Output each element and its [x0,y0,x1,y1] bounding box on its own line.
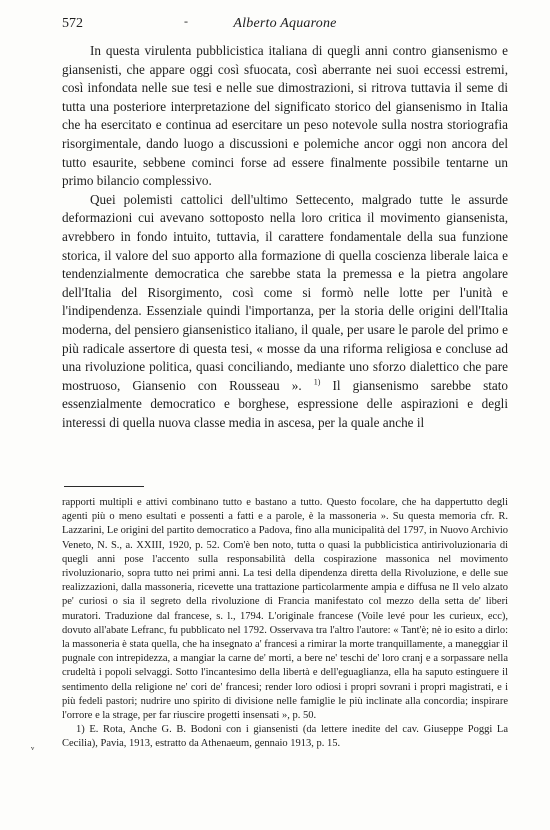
footnote-separator-rule [64,486,144,487]
paragraph-text-continued: Il giansenismo sarebbe stato essenzialmente democratico e borghese, espressione delle aspirazioni e degli interessi di quella nuova classe media in ascesa, per la quale anche il [62,377,508,430]
footnotes [62,496,508,752]
paragraph: In questa virulenta pubblicistica italiana di quegli anni contro giansenismo e giansenisti, che appare oggi così sfuocata, così aberrante nei suoi eccessi estremi, così infondata nelle sue tesi e nelle sue dimostrazioni, si ritrova tuttavia il seme di tutta una posteriore interpretazione del significato storico del giansenismo in Italia che ha esercitato e continua ad esercitare un peso notevole sulla nostra storiografia risorgimentale, dando luogo a discussioni e polemiche ancor oggi non ancora del tutto esaurite, sebbene cominci forse ad essere finalmente possibile tentarne un primo bilancio complessivo. [62,43,508,189]
paragraph [62,191,508,433]
header-separator: - [184,14,188,28]
footnote-continuation: rapporti multipli e attivi combinano tutto e bastano a tutto. Questo focolare, che ha dappertutto degli agenti più o meno esultati e possenti a fatti e a parole, è la massoneria ». Su questa memoria cfr. R. Lazzarini, Le origini del partito democratico a Padova, fino alla municipalità del 1797, in Nuovo Archivio Veneto, N. S., a. XXIII, 1920, p. 52. Com'è ben noto, tutta o quasi la pubblicistica antirivoluzionaria di quegli anni pose l'accento sulla responsabilità della cospirazione massonica nel movimento rivoluzionario, sopra tutto nei primi anni. La tesi della dipendenza diretta della Rivoluzione, e delle sue realizzazioni, dalla massoneria, ricevette una trattazione particolarmente ampia e diffusa ne Il velo alzato pe' curiosi o sia il segreto della rivoluzione di Francia manifestato col mezzo della setta de' liberi muratori. Traduzione dal francese, s. l., 1794. L'originale francese (Voile levé pour les curieux, ecc), dovuto all'abate Lefranc, fu pubblicato nel 1792. Osservava tra l'altro l'autore: « Tant'è; nè io esito a dirlo: la massoneria è stata quella, che ha insegnato a' francesi a rimirar la morte tranquillamente, a maneggiar il pugnale con intrepidezza, a mangiar la carne de' morti, a bere ne' teschi de' loro cranj e a sorpassare nella crudeltà i popoli selvaggi. Sotto l'incantesimo della libertà e dell'eguaglianza, ella ha saputo estinguere il sentimento della religione ne' cori de' francesi; render loro odiosi i propri sovrani i propri magistrati, e i più fedeli pastori; nudrire uno spirito di divisione nelle famiglie le più inclinate alla concordia; inspirare l'orrore e la strage, per far riuscire progetti insensati », p. 50. [62,497,508,722]
paragraph-text: Quei polemisti cattolici dell'ultimo Settecento, malgrado tutte le assurde deformazioni cui avevano sottoposto nella loro critica il movimento giansenista, avrebbero in fondo intuito, tuttavia, il carattere fondamentale della sua funzione storica, il valore del suo apporto alla formazione di quella coscienza liberale laica e tendenzialmente democratica che sarebbe stata la premessa e la pietra angolare dell'Italia del Risorgimento, così come si formò nelle lotte per l'unità e l'indipendenza. Essenziale quindi l'importanza, per la storia delle origini dell'Italia moderna, del pensiero giansenistico italiano, il quale, per usare le parole del primo e più radicale assertore di questa tesi, « mosse da una riforma religiosa e concluse ad una rivoluzione politica, quasi conciliando, mediante uno sforzo dialettico che pare mostruoso, Giansenio con Rousseau ». [62,191,508,393]
footnote-reference: 1) [313,377,321,387]
page-number: 572 [62,16,83,31]
main-text [62,42,508,432]
page-header [62,16,508,36]
running-head-author: Alberto Aquarone [233,16,337,31]
footnote-1: 1) E. Rota, Anche G. B. Bodoni con i giansenisti (da lettere inedite del cav. Giuseppe Poggi La Cecilia), Pavia, 1913, estratto da Athenaeum, gennaio 1913, p. 15. [62,724,508,750]
margin-mark: ᵛ [31,744,35,756]
